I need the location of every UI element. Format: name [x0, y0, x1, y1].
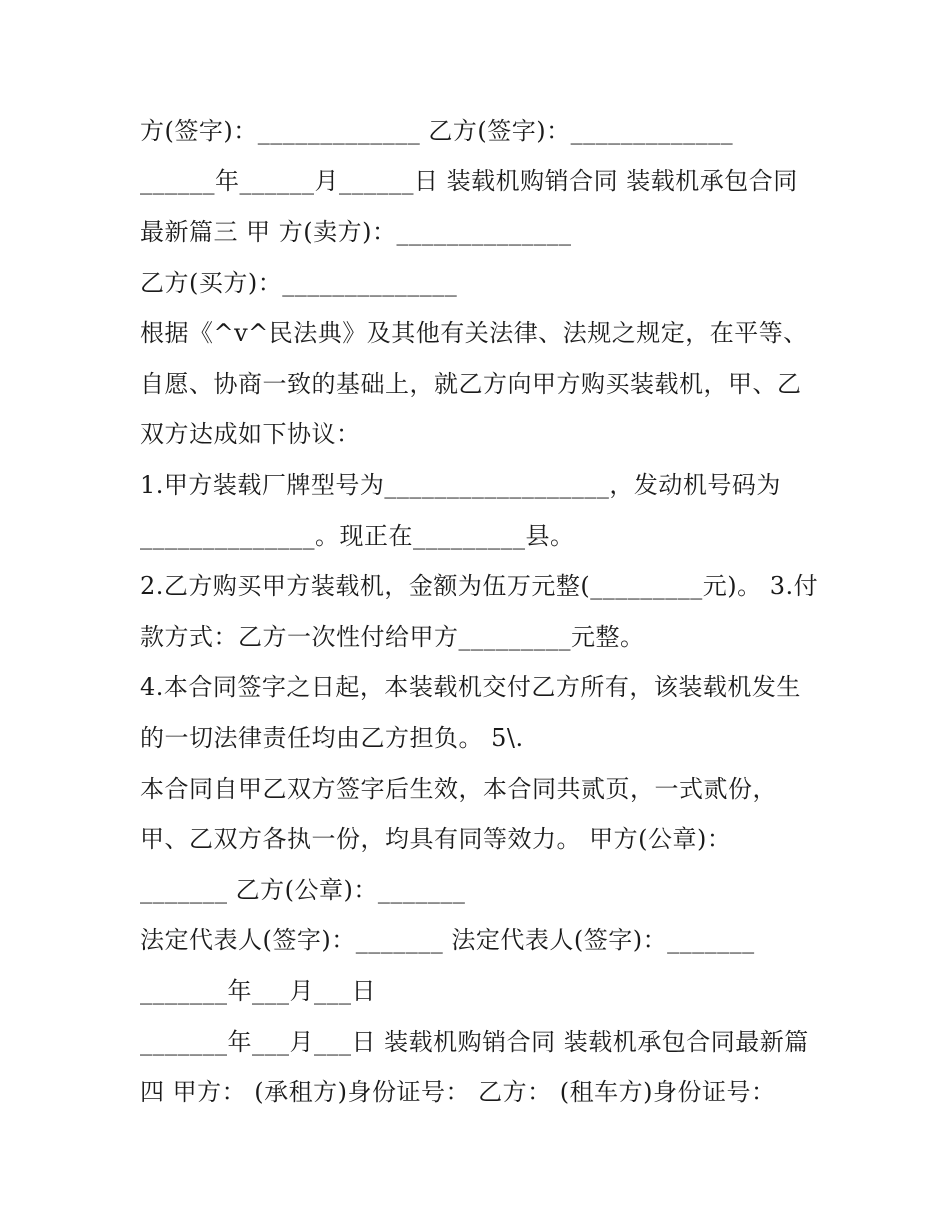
text-line: ______年______月______日 装载机购销合同 装载机承包合同	[140, 167, 798, 195]
text-line: _______年___月___日 装载机购销合同 装载机承包合同最新篇	[140, 1028, 809, 1056]
text-line: 法定代表人(签字)：_______ 法定代表人(签字)：_______	[140, 926, 755, 954]
text-line: 的一切法律责任均由乙方担负。 5\.	[140, 724, 524, 752]
text-line: ______________。现正在_________县。	[140, 522, 575, 550]
text-line: 乙方(买方)：______________	[140, 269, 458, 297]
text-line: 自愿、协商一致的基础上，就乙方向甲方购买装载机，甲、乙	[140, 370, 802, 398]
text-line: _______ 乙方(公章)：_______	[140, 876, 466, 904]
text-line: 甲、乙双方各执一份，均具有同等效力。 甲方(公章)：	[140, 825, 732, 853]
text-line: 四 甲方： (承租方)身份证号： 乙方： (租车方)身份证号：	[140, 1078, 776, 1106]
text-line: 2.乙方购买甲方装载机，金额为伍万元整(_________元)。 3.付	[140, 572, 819, 600]
text-line: 根据《^v^民法典》及其他有关法律、法规之规定，在平等、	[140, 319, 808, 347]
text-line: 最新篇三 甲 方(卖方)：______________	[140, 218, 572, 246]
text-line: 1.甲方装载厂牌型号为__________________，发动机号码为	[140, 471, 781, 499]
text-line: 方(签字)：_____________ 乙方(签字)：_____________	[140, 117, 734, 145]
text-line: 4.本合同签字之日起，本装载机交付乙方所有，该装载机发生	[140, 673, 801, 701]
text-line: 款方式：乙方一次性付给甲方_________元整。	[140, 623, 645, 651]
text-line: _______年___月___日	[140, 977, 376, 1005]
text-line: 本合同自甲乙双方签字后生效，本合同共贰页，一式贰份，	[140, 775, 777, 803]
text-line: 双方达成如下协议：	[140, 420, 361, 448]
